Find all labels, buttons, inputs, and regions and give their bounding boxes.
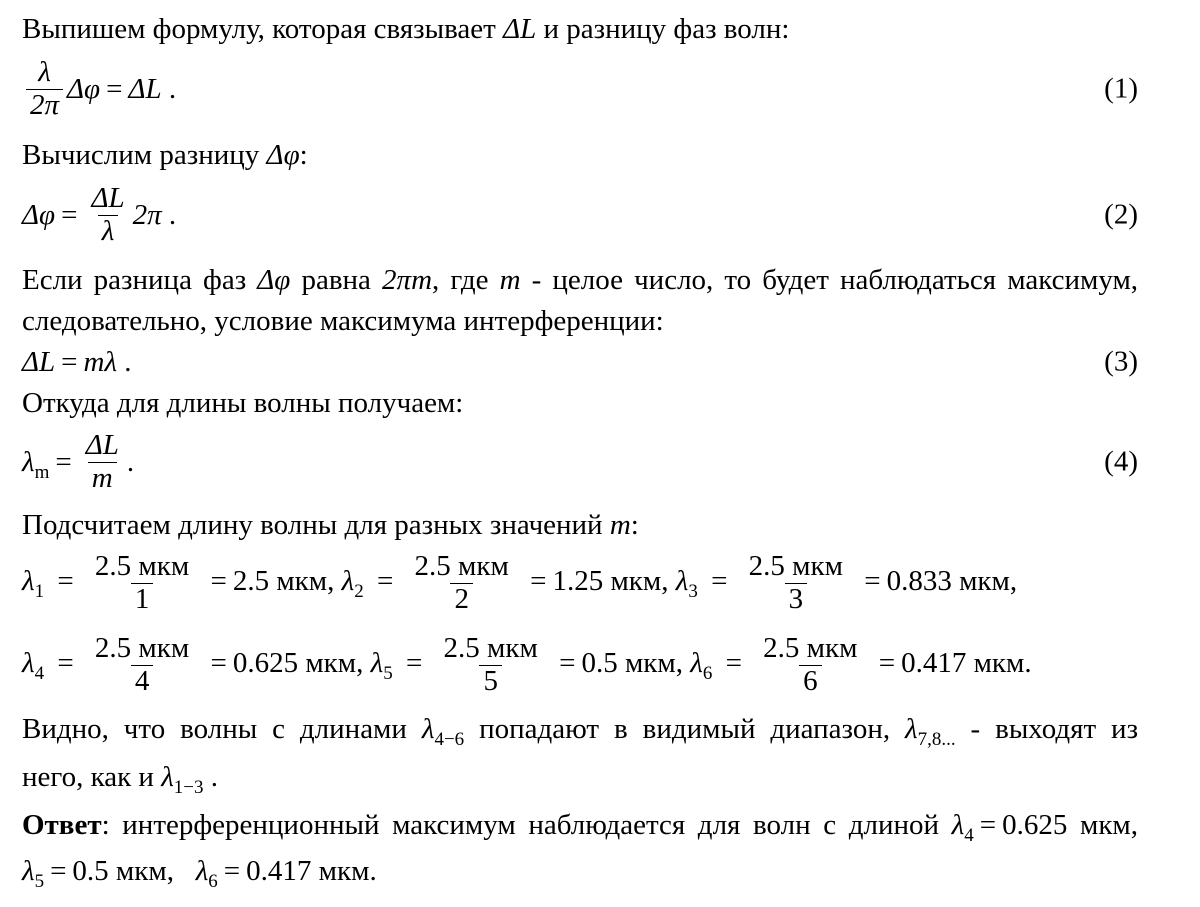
calc-lambda-1: $\lambda_1$ = $\frac{\text{2.5 мкм}}{1}$ = 2.5 мкм, bbox=[22, 549, 335, 615]
text-line-5: Подсчитаем длину волны для разных значений m: bbox=[22, 509, 639, 541]
calc-lambda-5: $\lambda_5$ = $\frac{\text{2.5 мкм}}{5}$ = 0.5 мкм, bbox=[370, 631, 683, 697]
answer-line-2 bbox=[22, 854, 377, 892]
text-line-2: Вычислим разницу Δφ: bbox=[22, 139, 308, 171]
calc-lambda-4: $\lambda_4$ = $\frac{\text{2.5 мкм}}{4}$ = 0.625 мкм, bbox=[22, 631, 364, 697]
fraction-dl-lambda: $\frac{\Delta L}{\lambda}$ bbox=[91, 181, 125, 247]
answer-line-1: Ответ: интерференционный максимум наблюдается для волн с длиной $\lambda_4 = 0.625$ мкм, bbox=[22, 809, 1139, 846]
calc-row-1 bbox=[22, 548, 1138, 618]
equation-number: (1) bbox=[1104, 72, 1138, 105]
answer-lambda-4: $\lambda_4 = 0.625$ мкм, bbox=[951, 809, 1139, 846]
text-line-3b: следовательно, условие максимума интерференции: bbox=[22, 305, 664, 337]
answer-lambda-6: $\lambda_6 = 0.417$ мкм. bbox=[195, 855, 377, 892]
calc-lambda-3: $\lambda_3$ = $\frac{\text{2.5 мкм}}{3}$ = 0.833 мкм, bbox=[675, 549, 1018, 615]
text-line-1: Выпишем формулу, которая связывает ΔL и разницу фаз волн: bbox=[22, 13, 790, 45]
equation-4: $\lambda_m$ = $\frac{\Delta L}{m}$ . (4) bbox=[22, 428, 1138, 494]
calc-row-2 bbox=[22, 630, 1138, 700]
equation-number: (4) bbox=[1104, 445, 1138, 478]
text-line-4: Откуда для длины волны получаем: bbox=[22, 387, 464, 419]
conclusion-line-1: Видно, что волны с длинами $\lambda_{4-6}$ попадают в видимый диапазон, $\lambda_{7,8...}$ - выходят из bbox=[22, 713, 1139, 750]
calc-lambda-6: $\lambda_6$ = $\frac{\text{2.5 мкм}}{6}$ = 0.417 мкм. bbox=[690, 631, 1032, 697]
equation-3: ΔL = mλ . (3) bbox=[22, 345, 1138, 378]
equation-number: (2) bbox=[1104, 198, 1138, 231]
answer-lambda-5: $\lambda_5 = 0.5$ мкм, bbox=[22, 855, 174, 892]
fraction-dl-m: $\frac{\Delta L}{m}$ bbox=[85, 428, 119, 494]
text-line-3: Если разница фаз Δφ равна 2πm, где m - целое число, то будет наблюдаться максимум, bbox=[22, 264, 1139, 296]
equation-1: $\frac{\lambda}{2\pi}$ Δφ = ΔL . (1) bbox=[22, 56, 1138, 122]
equation-number: (3) bbox=[1104, 345, 1138, 378]
conclusion-line-2: него, как и $\lambda_{1-3}$ . bbox=[22, 761, 218, 798]
delta-l-symbol: ΔL bbox=[503, 13, 537, 45]
equation-2: Δφ = $\frac{\Delta L}{\lambda}$ 2π . (2) bbox=[22, 181, 1138, 247]
fraction-lambda-2pi: $\frac{\lambda}{2\pi}$ bbox=[26, 57, 63, 122]
calc-lambda-2: $\lambda_2$ = $\frac{\text{2.5 мкм}}{2}$ = 1.25 мкм, bbox=[341, 549, 669, 615]
answer-label: Ответ bbox=[22, 809, 102, 841]
